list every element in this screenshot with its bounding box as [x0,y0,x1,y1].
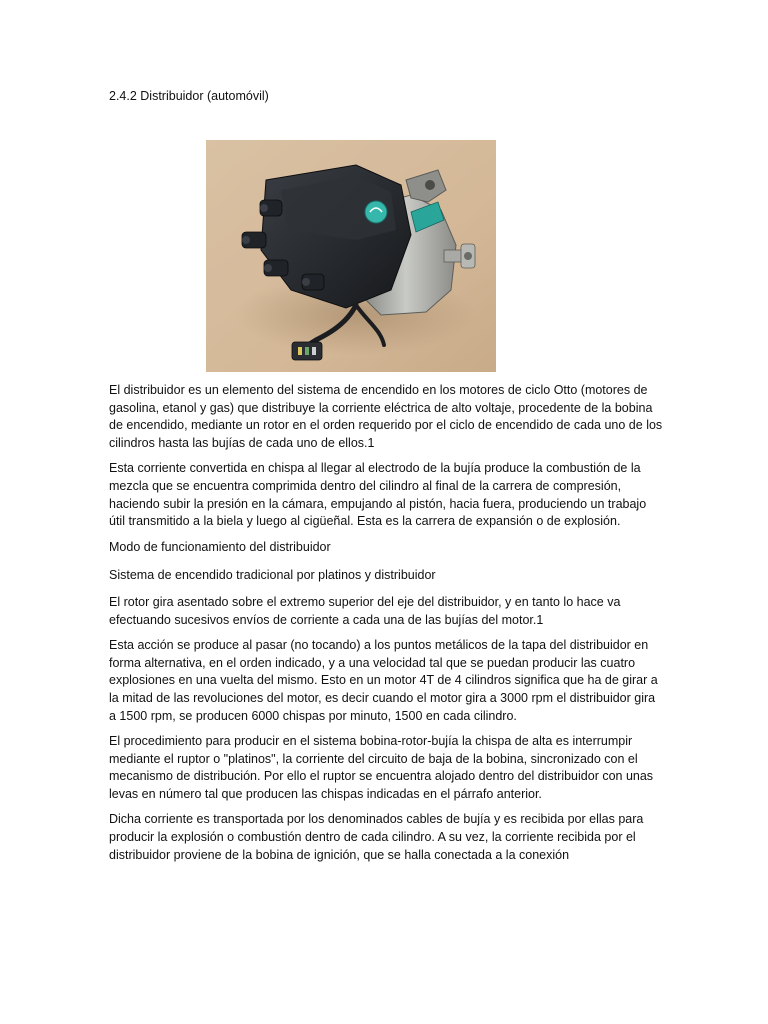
paragraph-combustion: Esta corriente convertida en chispa al llegar al electrodo de la bujía produce la combustión de la mezcla que se encuentra comprimida dentro del cilindro al final de la carrera de compresión, haciendo subir la presión en la cámara, empujando al pistón, hacia fuera, produciendo un trabajo útil transmitido a la biela y luego al cigüeñal. Esta es la carrera de expansión o de explosión. [109,461,647,529]
distributor-photo [206,140,496,372]
paragraph-action: Esta acción se produce al pasar (no tocando) a los puntos metálicos de la tapa del distribuidor en forma alternativa, en el orden indicado, y a una velocidad tal que se puedan producir las cuatro explosiones en una vuelta del mismo. Esto en un motor 4T de 4 cilindros significa que ha de girar a la mitad de las revoluciones del motor, es decir cuando el motor gira a 3000 rpm el distribuidor gira a 1500 rpm, se producen 6000 chispas por minuto, 1500 en cada cilindro. [109,638,658,723]
paragraph-rotor: El rotor gira asentado sobre el extremo superior del eje del distribuidor, y en tanto lo hace va efectuando sucesivos envíos de corriente a cada una de las bujías del motor.1 [109,594,621,627]
section-heading: 2.4.2 Distribuidor (automóvil) [109,89,269,103]
paragraph-procedure: El procedimiento para producir en el sistema bobina-rotor-bujía la chispa de alta es interrumpir mediante el ruptor o "platinos", la corriente del circuito de baja de la bobina, sincronizado con el mecanismo de distribución. Por ello el ruptor se encuentra alojado dentro del distribuidor con unas levas en número tal que producen las chispas indicadas en el párrafo anterior. [109,734,654,801]
paragraph-intro: El distribuidor es un elemento del sistema de encendido en los motores de ciclo Otto (motores de gasolina, etanol y gas) que distribuye la corriente eléctrica de alto voltaje, procedente de la bobina de encendido, mediante un rotor en el orden requerido por el ciclo de encendido de cada uno de los cilindros hasta las bujías de cada uno de ellos.1 [109,383,663,450]
body-text [109,382,664,872]
subheading-ignition-system: Sistema de encendido tradicional por platinos y distribuidor [109,568,436,583]
subheading-operation-mode: Modo de funcionamiento del distribuidor [109,539,331,554]
paragraph-current: Dicha corriente es transportada por los denominados cables de bujía y es recibida por ellas para producir la explosión o combustión dentro de cada cilindro. A su vez, la corriente recibida por el distribuidor proviene de la bobina de ignición, que se halla conectada a la conexión [109,812,644,862]
